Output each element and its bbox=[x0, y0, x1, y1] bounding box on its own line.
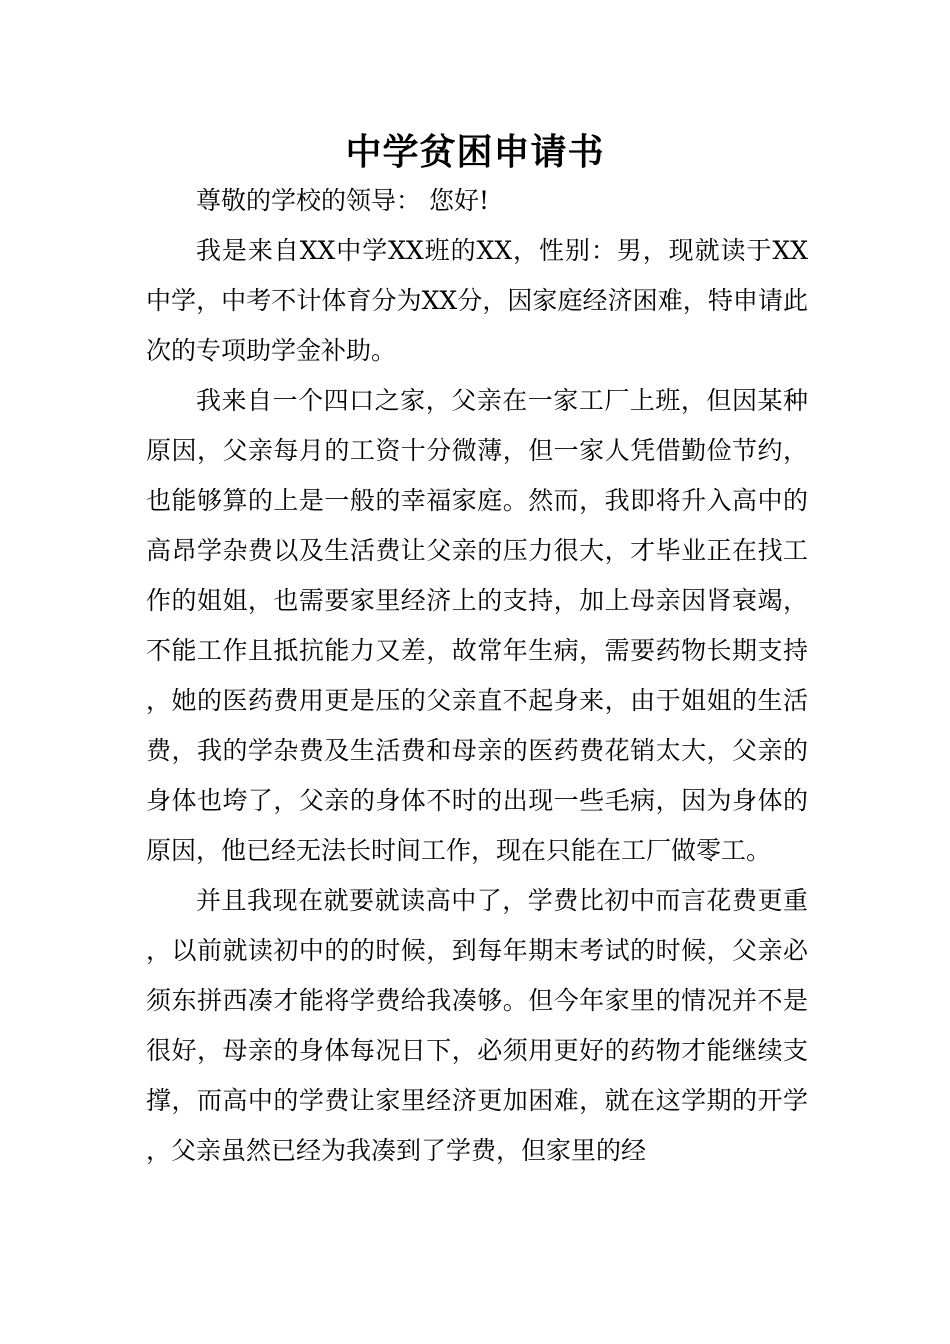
document-body bbox=[146, 176, 808, 1176]
introduction-paragraph: 我是来自XX中学XX班的XX，性别：男，现就读于XX中学，中考不计体育分为XX分，因家庭经济困难，特申请此次的专项助学金补助。 bbox=[146, 236, 808, 365]
family-situation-paragraph: 我来自一个四口之家，父亲在一家工厂上班，但因某种原因，父亲每月的工资十分微薄，但一家人凭借勤俭节约，也能够算的上是一般的幸福家庭。然而，我即将升入高中的高昂学杂费以及生活费让父亲的压力很大，才毕业正在找工作的姐姐，也需要家里经济上的支持，加上母亲因肾衰竭，不能工作且抵抗能力又差，故常年生病，需要药物长期支持，她的医药费用更是压的父亲直不起身来，由于姐姐的生活费，我的学杂费及生活费和母亲的医药费花销太大，父亲的身体也垮了，父亲的身体不时的出现一些毛病，因为身体的原因，他已经无法长时间工作，现在只能在工厂做零工。 bbox=[146, 386, 808, 865]
document-title: 中学贫困申请书 bbox=[345, 131, 605, 173]
salutation-paragraph: 尊敬的学校的领导： 您好! bbox=[196, 186, 489, 215]
tuition-paragraph: 并且我现在就要就读高中了，学费比初中而言花费更重，以前就读初中的的时候，到每年期末考试的时候，父亲必须东拼西凑才能将学费给我凑够。但今年家里的情况并不是很好，母亲的身体每况日下，必须用更好的药物才能继续支撑，而高中的学费让家里经济更加困难，就在这学期的开学，父亲虽然已经为我凑到了学费，但家里的经 bbox=[146, 886, 808, 1165]
